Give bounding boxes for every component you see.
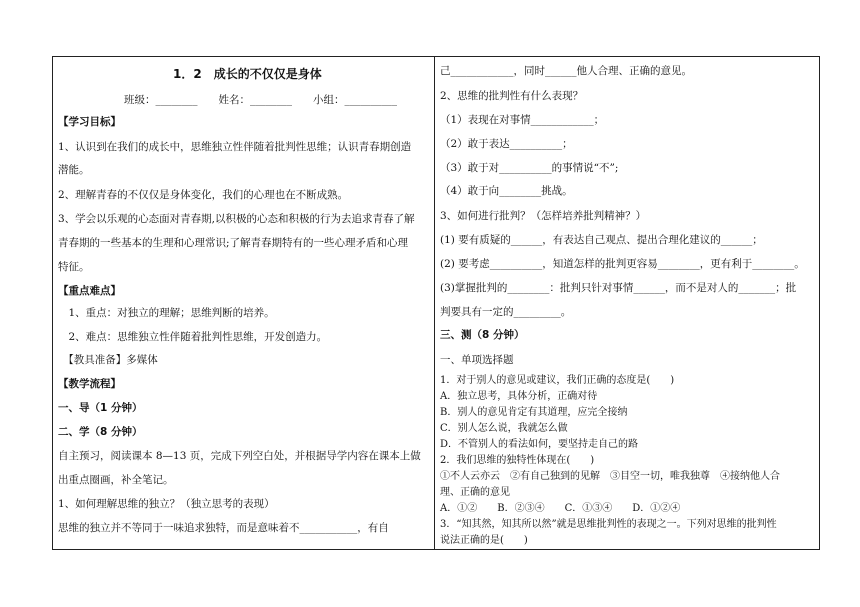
step-guide: 一、导（1 分钟） [58,402,143,414]
key-point-1: 1、重点：对独立的理解；思维判断的培养。 [58,307,275,319]
critique-item-3-line-1: (3)掌握批判的________：批判只针对事情______，而不是对人的_______；批 [440,282,797,294]
critique-item-2: (2) 要考虑__________，知道怎样的批判更容易________，更有利于________。 [440,258,805,270]
goal-1-line-2: 潜能。 [58,164,90,176]
independence-answer-continued: 己____________，同时______他人合理、正确的意见。 [440,65,692,77]
preview-line-1: 自主预习，阅读课本 8—13 页，完成下列空白处，并根据导学内容在课本上做 [58,450,421,462]
mc-heading: 一、单项选择题 [440,354,514,366]
column-divider [434,56,435,550]
q1-option-a: A．独立思考，具体分析，正确对待 [440,391,598,402]
q1-option-b: B．别人的意见肯定有其道理，应完全接纳 [440,407,628,418]
question-how-critique: 3、如何进行批判？（怎样培养批判精神？） [440,210,647,222]
step-learn: 二、学（8 分钟） [58,426,143,438]
goal-2: 2、理解青春的不仅仅是身体变化，我们的心理也在不断成熟。 [58,189,349,201]
critical-item-4: （4）敢于向________挑战。 [440,185,573,197]
q3-stem-line-1: 3．“知其然，知其所以然”就是思维批判性的表现之一。下列对思维的批判性 [440,519,777,530]
q1-option-d: D．不管别人的看法如何，要坚持走自己的路 [440,439,639,450]
critique-item-1: (1) 要有质疑的______，有表达自己观点、提出合理化建议的______； [440,234,763,246]
section-heading-key-points: 【重点难点】 [58,285,121,297]
q1-stem: 1．对于别人的意见或建议，我们正确的态度是( ) [440,375,675,386]
goal-3-line-1: 3、学会以乐观的心态面对青春期,以积极的心态和积极的行为去追求青春了解 [58,213,415,225]
critical-item-2: （2）敢于表达__________； [440,138,573,150]
critical-item-1: （1）表现在对事情____________； [440,114,605,126]
q2-stem: 2．我们思维的独特性体现在( ) [440,455,595,466]
q3-stem-line-2: 说法正确的是( ) [440,535,528,546]
teaching-aids: 【教具准备】多媒体 [58,354,158,366]
question-critical: 2、思维的批判性有什么表现？ [440,90,584,102]
goal-1-line-1: 1、认识到在我们的成长中，思维独立性伴随着批判性思维；认识青春期创造 [58,141,412,153]
q1-option-c: C．别人怎么说，我就怎么做 [440,423,568,434]
independence-answer-line: 思维的独立并不等同于一味追求独特，而是意味着不___________，有自 [58,522,389,534]
goal-3-line-2: 青春期的一些基本的生理和心理常识;了解青春期特有的一些心理矛盾和心理 [58,237,409,249]
section-test: 三、测（8 分钟） [440,329,525,341]
info-line: 班级：________ 姓名：________ 小组：__________ [124,94,397,106]
critique-item-3-line-2: 判要具有一定的_________。 [440,306,572,318]
q2-statements-line-1: ①不人云亦云 ②有自己独到的见解 ③目空一切，唯我独尊 ④接纳他人合 [440,471,780,482]
section-heading-process: 【教学流程】 [58,378,121,390]
preview-line-2: 出重点圈画，补全笔记。 [58,474,174,486]
q2-statements-line-2: 理、正确的意见 [440,487,510,498]
section-heading-goals: 【学习目标】 [58,116,121,128]
question-independence: 1、如何理解思维的独立？（独立思考的表现） [58,498,275,510]
page-title: 1．2 成长的不仅仅是身体 [173,67,322,81]
goal-3-line-3: 特征。 [58,261,90,273]
q2-options: A．①② B．②③④ C．①③④ D．①②④ [440,503,681,514]
critical-item-3: （3）敢于对__________的事情说“不”; [440,162,619,174]
key-point-2: 2、难点：思维独立性伴随着批判性思维，开发创造力。 [58,331,328,343]
